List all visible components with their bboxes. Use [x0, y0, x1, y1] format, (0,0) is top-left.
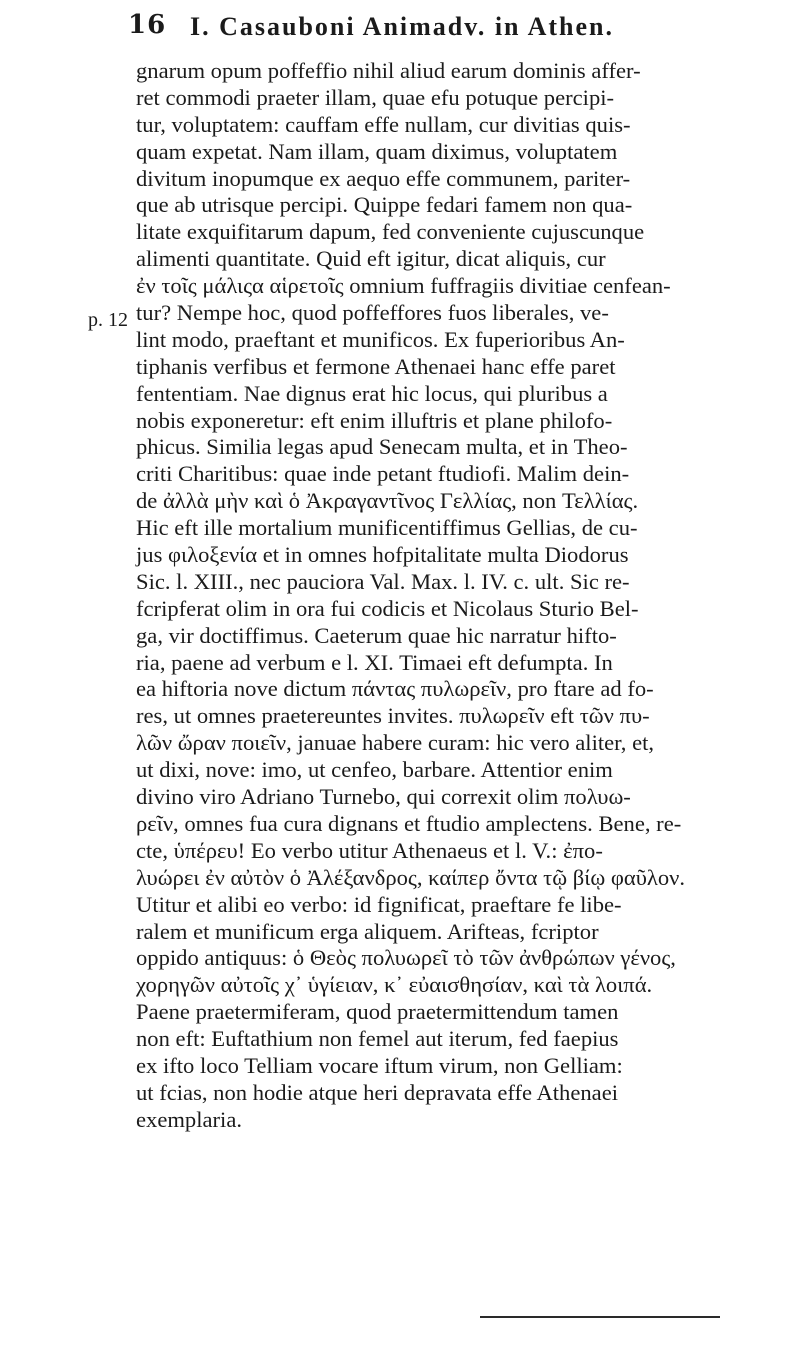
- text-line: ralem et munificum erga aliquem. Arifteas, fcriptor: [136, 918, 599, 944]
- page-number: 16: [128, 10, 167, 40]
- text-line: de ἀλλὰ μὴν καὶ ὁ Ἀκραγαντῖνος Γελλίας, non Τελλίας.: [136, 488, 639, 514]
- text-line: Sic. l. XIII., nec pauciora Val. Max. l. IV. c. ult. Sic re-: [136, 568, 630, 594]
- text-line: tur, voluptatem: cauffam effe nullam, cur divitias quis-: [136, 111, 631, 137]
- text-line: exemplaria.: [136, 1106, 243, 1132]
- text-line: alimenti quantitate. Quid eft igitur, dicat aliquis, cur: [136, 246, 606, 272]
- text-line: ex ifto loco Telliam vocare iftum virum, non Gelliam:: [136, 1052, 623, 1078]
- text-line: tiphanis verfibus et fermone Athenaei hanc effe paret: [136, 353, 616, 379]
- text-line: non eft: Euftathium non femel aut iterum, fed faepius: [136, 1026, 619, 1052]
- text-line: gnarum opum poffeffio nihil aliud earum dominis affer-: [136, 58, 641, 83]
- text-line: phicus. Similia legas apud Senecam multa, et in Theo-: [136, 434, 628, 460]
- text-line: oppido antiquus: ὁ Θεὸς πολυωρεῖ τὸ τῶν ἀνθρώπων γένος,: [136, 945, 676, 971]
- text-line: res, ut omnes praetereuntes invites. πυλωρεῖν eft τῶν πυ-: [136, 703, 650, 729]
- text-line: quam expetat. Nam illam, quam diximus, voluptatem: [136, 138, 618, 164]
- body-text: [136, 58, 702, 1134]
- text-line: ut fcias, non hodie atque heri depravata effe Athenaei: [136, 1079, 619, 1105]
- text-line: jus φιλοξενία et in omnes hofpitalitate multa Diodorus: [136, 542, 629, 568]
- text-line: ea hiftoria nove dictum πάντας πυλωρεῖν, pro ftare ad fo-: [136, 676, 654, 702]
- text-line: criti Charitibus: quae inde petant ftudiofi. Malim dein-: [136, 461, 630, 487]
- text-line: ἐν τοῖς μάλιςα αἱρετοῖς omnium fuffragiis divitiae cenfean-: [136, 273, 671, 299]
- text-line: Paene praetermiferam, quod praetermittendum tamen: [136, 999, 619, 1025]
- text-line: lint modo, praeftant et munificos. Ex fuperioribus An-: [136, 326, 625, 352]
- text-line: ria, paene ad verbum e l. XI. Timaei eft defumpta. In: [136, 649, 613, 675]
- text-line: que ab utrisque percipi. Quippe fedari famem non qua-: [136, 192, 633, 218]
- text-line: ρεῖν, omnes fua cura dignans et ftudio amplectens. Bene, re-: [136, 810, 682, 836]
- margin-page-reference: p. 12: [88, 309, 128, 331]
- bottom-rule: [480, 1316, 720, 1318]
- text-line: divitum inopumque ex aequo effe communem, pariter-: [136, 165, 631, 191]
- text-line: cte, ὑπέρευ! Eo verbo utitur Athenaeus et l. V.: ἐπο-: [136, 837, 603, 863]
- text-line: fcripferat olim in ora fui codicis et Nicolaus Sturio Bel-: [136, 595, 639, 621]
- text-line: λῶν ὤραν ποιεῖν, januae habere curam: hic vero aliter, et,: [136, 730, 655, 756]
- text-line: fententiam. Nae dignus erat hic locus, qui pluribus a: [136, 380, 608, 406]
- text-line: ret commodi praeter illam, quae efu potuque percipi-: [136, 84, 615, 110]
- text-line: Utitur et alibi eo verbo: id fignificat, praeftare fe libe-: [136, 891, 622, 917]
- page-header: [120, 6, 690, 42]
- text-line: ga, vir doctiffimus. Caeterum quae hic narratur hifto-: [136, 622, 617, 648]
- text-line: nobis exponeretur: eft enim illuftris et plane philofo-: [136, 407, 613, 433]
- text-line: χορηγῶν αὐτοῖς χ᾽ ὑγίειαν, κ᾽ εὐαισθησίαν, καὶ τὰ λοιπά.: [136, 972, 653, 998]
- text-line: litate exquifitarum dapum, fed conveniente cujuscunque: [136, 219, 645, 245]
- text-line: λυώρει ἐν αὐτὸν ὁ Ἀλέξανδρος, καίπερ ὄντα τῷ βίῳ φαῦλον.: [136, 864, 686, 890]
- running-head: I. Casauboni Animadv. in Athen.: [190, 12, 614, 41]
- text-line: ut dixi, nove: imo, ut cenfeo, barbare. Attentior enim: [136, 757, 613, 783]
- text-line: divino viro Adriano Turnebo, qui correxit olim πολυω-: [136, 784, 631, 810]
- text-line: Hic eft ille mortalium munificentiffimus Gellias, de cu-: [136, 515, 638, 541]
- text-line: tur? Nempe hoc, quod poffeffores fuos liberales, ve-: [136, 300, 609, 326]
